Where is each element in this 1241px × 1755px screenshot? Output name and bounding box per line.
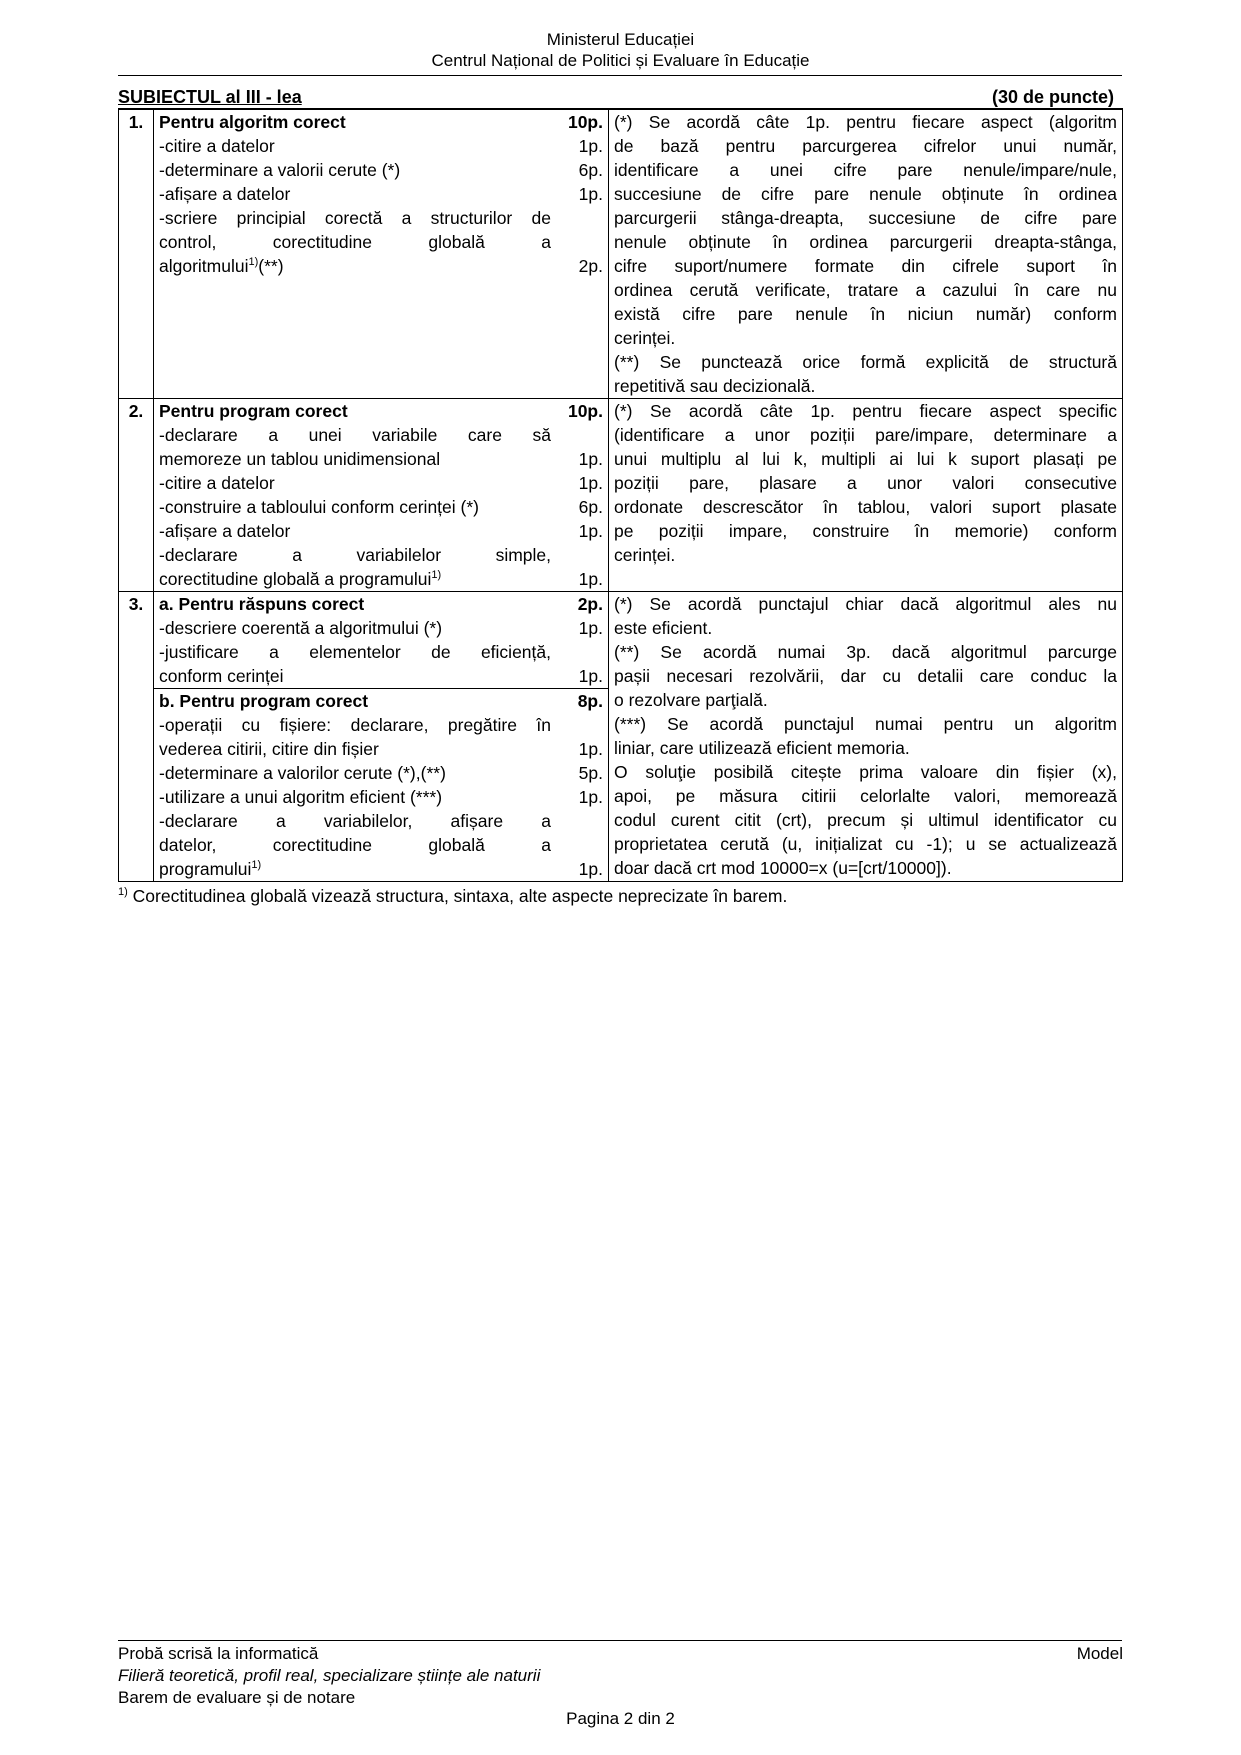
criterion-line bbox=[154, 495, 608, 519]
criterion-title-text: b. Pentru program corect bbox=[159, 691, 369, 711]
observations-cell bbox=[609, 592, 1123, 882]
criterion-points: 6p. bbox=[578, 497, 603, 517]
criterion-points: 1p. bbox=[578, 569, 603, 589]
item-number: 1. bbox=[119, 109, 154, 399]
criterion-line bbox=[154, 134, 608, 158]
criterion-text bbox=[154, 254, 555, 278]
observation-line: cerinței. bbox=[614, 545, 676, 565]
observation-line: cifre suport/numere formate din cifrele suport în bbox=[614, 256, 1117, 276]
item-number: 3. bbox=[119, 592, 154, 882]
criterion-label: datelor, corectitudine globală a bbox=[159, 835, 551, 855]
criterion-points: 1p. bbox=[578, 521, 603, 541]
criterion-title bbox=[154, 110, 608, 134]
table-row bbox=[119, 109, 1123, 399]
criterion-title bbox=[154, 592, 608, 616]
observation-line: parcurgerii stânga-dreapta, succesiune de cifre pare bbox=[614, 208, 1117, 228]
criterion-text bbox=[154, 809, 555, 833]
criterion-title-points: 10p. bbox=[567, 401, 603, 421]
criterion-label: -afișare a datelor bbox=[159, 521, 291, 541]
observation-line: (*) Se acordă câte 1p. pentru fiecare aspect (algoritm bbox=[614, 112, 1117, 132]
header-divider bbox=[118, 75, 1122, 76]
criterion-label: -determinare a valorii cerute (*) bbox=[159, 160, 401, 180]
grading-table bbox=[118, 108, 1123, 882]
criterion-line bbox=[154, 447, 608, 471]
observation-line: (**) Se punctează orice formă explicită de structură bbox=[614, 352, 1117, 372]
criterion-text bbox=[154, 471, 555, 495]
criterion-label: -justificare a elementelor de eficiență, bbox=[159, 642, 551, 662]
criterion-text bbox=[154, 737, 555, 761]
criterion-label: -declarare a unei variabile care să bbox=[159, 425, 551, 445]
criterion-line bbox=[154, 713, 608, 737]
criteria-cell bbox=[154, 109, 609, 399]
criterion-text bbox=[154, 158, 555, 182]
criterion-label: vederea citirii, citire din fișier bbox=[159, 739, 379, 759]
observations-cell bbox=[609, 399, 1123, 592]
criterion-text bbox=[154, 447, 555, 471]
criterion-points: 1p. bbox=[578, 449, 603, 469]
criterion-text bbox=[154, 616, 555, 640]
criterion-label: -scriere principial corectă a structurilor de bbox=[159, 208, 551, 228]
criterion-label: -declarare a variabilelor simple, bbox=[159, 545, 551, 565]
criterion-line bbox=[154, 519, 608, 543]
footer-model: Model bbox=[1076, 1644, 1123, 1663]
criterion-label: -utilizare a unui algoritm eficient (***) bbox=[159, 787, 443, 807]
observation-line: unui multiplu al lui k, multipli ai lui k suport plasați pe bbox=[614, 449, 1117, 469]
criterion-line bbox=[154, 809, 608, 833]
criterion-title-points: 10p. bbox=[567, 112, 603, 132]
criterion-points: 1p. bbox=[578, 666, 603, 686]
criterion-text bbox=[154, 182, 555, 206]
item-number: 2. bbox=[119, 399, 154, 592]
footer-barem: Barem de evaluare și de notare bbox=[118, 1688, 356, 1707]
criterion-line bbox=[154, 471, 608, 495]
criterion-line bbox=[154, 230, 608, 254]
observation-line: pe poziții impare, construire în memorie) conform bbox=[614, 521, 1117, 541]
footer-track: Filieră teoretică, profil real, specializare științe ale naturii bbox=[118, 1666, 541, 1685]
criterion-title bbox=[154, 689, 608, 713]
observation-line: O soluţie posibilă citește prima valoare din fișier (x), bbox=[614, 762, 1117, 782]
criterion-line bbox=[154, 254, 608, 278]
criterion-points: 6p. bbox=[578, 160, 603, 180]
criterion-label: algoritmului bbox=[159, 256, 249, 276]
observation-line: o rezolvare parţială. bbox=[614, 690, 768, 710]
header-center: Centrul Național de Politici și Evaluare în Educație bbox=[431, 51, 810, 70]
observation-line: ordonate descrescător în tablou, valori suport plasate bbox=[614, 497, 1117, 517]
criterion-points: 5p. bbox=[578, 763, 603, 783]
criterion-title-points: 2p. bbox=[577, 594, 603, 614]
observation-line: de bază pentru parcurgerea cifrelor unui număr, bbox=[614, 136, 1117, 156]
observation-line: este eficient. bbox=[614, 618, 713, 638]
observation-line: cerinței. bbox=[614, 328, 676, 348]
criterion-label: control, corectitudine globală a bbox=[159, 232, 551, 252]
criterion-text bbox=[154, 567, 555, 591]
criterion-line bbox=[154, 616, 608, 640]
footnote-text: Corectitudinea globală vizează structura, sintaxa, alte aspecte neprecizate în barem. bbox=[132, 886, 788, 906]
criterion-line bbox=[154, 423, 608, 447]
footnote-ref: 1) bbox=[248, 256, 259, 269]
criterion-text bbox=[154, 664, 555, 688]
criterion-text bbox=[154, 640, 555, 664]
criterion-points: 1p. bbox=[578, 184, 603, 204]
criterion-text bbox=[154, 519, 555, 543]
criterion-label: memoreze un tablou unidimensional bbox=[159, 449, 441, 469]
observation-line: identificare a unei cifre pare nenule/impare/nule, bbox=[614, 160, 1117, 180]
criterion-text bbox=[154, 543, 555, 567]
observation-line: (*) Se acordă punctajul chiar dacă algoritmul ales nu bbox=[614, 594, 1117, 614]
criterion-label: -citire a datelor bbox=[159, 136, 275, 156]
criterion-text bbox=[154, 230, 555, 254]
criterion-line bbox=[154, 567, 608, 591]
subject-points: (30 de puncte) bbox=[991, 87, 1114, 107]
criterion-points: 1p. bbox=[578, 473, 603, 493]
observation-line: există cifre pare nenule în niciun număr) conform bbox=[614, 304, 1117, 324]
criterion-text bbox=[154, 206, 555, 230]
criterion-line bbox=[154, 543, 608, 567]
criterion-points: 1p. bbox=[578, 787, 603, 807]
criterion-line bbox=[154, 857, 608, 881]
page-number: Pagina 2 din 2 bbox=[566, 1709, 675, 1728]
criteria-subsection bbox=[154, 688, 608, 881]
observation-line: apoi, pe măsura citirii celorlalte valori, memorează bbox=[614, 786, 1117, 806]
criterion-line bbox=[154, 761, 608, 785]
criterion-points: 1p. bbox=[578, 739, 603, 759]
criterion-line bbox=[154, 833, 608, 857]
footer-divider bbox=[118, 1640, 1122, 1641]
criterion-line bbox=[154, 664, 608, 688]
criterion-points: 1p. bbox=[578, 618, 603, 638]
criterion-label: -afișare a datelor bbox=[159, 184, 291, 204]
criterion-label: -construire a tabloului conform cerinței (*) bbox=[159, 497, 479, 517]
criterion-points: 2p. bbox=[578, 256, 603, 276]
criterion-line bbox=[154, 158, 608, 182]
criterion-label: programului bbox=[159, 859, 252, 879]
criterion-text bbox=[154, 134, 555, 158]
observation-line: ordinea cerută verificate, tratare a cazului în care nu bbox=[614, 280, 1117, 300]
subject-title: SUBIECTUL al III - lea bbox=[118, 87, 302, 107]
criterion-label: -determinare a valorilor cerute (*),(**) bbox=[159, 763, 446, 783]
criterion-text bbox=[154, 423, 555, 447]
observation-line: repetitivă sau decizională. bbox=[614, 376, 816, 396]
observation-line: succesiune de cifre pare nenule obținute în ordinea bbox=[614, 184, 1117, 204]
criterion-label: -declarare a variabilelor, afișare a bbox=[159, 811, 551, 831]
observations-cell bbox=[609, 109, 1123, 399]
criterion-points: 1p. bbox=[578, 859, 603, 879]
criterion-title-text: Pentru program corect bbox=[159, 401, 348, 421]
criterion-text bbox=[154, 495, 555, 519]
footnote-marker: 1) bbox=[118, 886, 128, 899]
observation-line: poziții pare, plasare a unor valori consecutive bbox=[614, 473, 1117, 493]
observation-line: doar dacă crt mod 10000=x (u=[crt/10000]). bbox=[614, 858, 952, 878]
criterion-line bbox=[154, 182, 608, 206]
observation-line: codul curent citit (crt), precum și ultimul identificator cu bbox=[614, 810, 1117, 830]
footnote-ref: 1) bbox=[431, 569, 442, 582]
observation-line: (*) Se acordă câte 1p. pentru fiecare aspect specific bbox=[614, 401, 1117, 421]
table-row bbox=[119, 592, 1123, 882]
criterion-line bbox=[154, 206, 608, 230]
criterion-label: -citire a datelor bbox=[159, 473, 275, 493]
criterion-label: conform cerinței bbox=[159, 666, 284, 686]
observation-line: proprietatea cerută (u, inițializat cu -1); u se actualizează bbox=[614, 834, 1117, 854]
subject-heading bbox=[118, 87, 1122, 109]
criterion-note-ref: (**) bbox=[258, 256, 284, 276]
criterion-line bbox=[154, 640, 608, 664]
criterion-line bbox=[154, 785, 608, 809]
criterion-text bbox=[154, 833, 555, 857]
criterion-line bbox=[154, 737, 608, 761]
criterion-label: -descriere coerentă a algoritmului (*) bbox=[159, 618, 443, 638]
observation-line: liniar, care utilizează eficient memoria. bbox=[614, 738, 910, 758]
observation-line: pașii necesari rezolvării, dar cu detalii care conduc la bbox=[614, 666, 1117, 686]
criterion-points: 1p. bbox=[578, 136, 603, 156]
observation-line: (***) Se acordă punctajul numai pentru un algoritm bbox=[614, 714, 1117, 734]
criterion-label: corectitudine globală a programului bbox=[159, 569, 432, 589]
observation-line: nenule obținute în ordinea parcurgerii dreapta-stânga, bbox=[614, 232, 1117, 252]
criterion-text bbox=[154, 761, 555, 785]
criterion-title bbox=[154, 399, 608, 423]
observation-line: (**) Se acordă numai 3p. dacă algoritmul parcurge bbox=[614, 642, 1117, 662]
header-ministry: Ministerul Educației bbox=[546, 30, 695, 49]
criterion-text bbox=[154, 713, 555, 737]
footnote bbox=[118, 886, 787, 907]
criteria-cell bbox=[154, 399, 609, 592]
observation-line: (identificare a unor poziții pare/impare, determinare a bbox=[614, 425, 1117, 445]
criterion-title-text: a. Pentru răspuns corect bbox=[159, 594, 365, 614]
criteria-cell bbox=[154, 592, 609, 882]
criterion-text bbox=[154, 785, 555, 809]
footer-exam: Probă scrisă la informatică bbox=[118, 1644, 319, 1663]
criterion-title-text: Pentru algoritm corect bbox=[159, 112, 346, 132]
criterion-label: -operații cu fișiere: declarare, pregătire în bbox=[159, 715, 551, 735]
criterion-title-points: 8p. bbox=[577, 691, 603, 711]
table-row bbox=[119, 399, 1123, 592]
criterion-text bbox=[154, 857, 555, 881]
footnote-ref: 1) bbox=[251, 859, 262, 872]
